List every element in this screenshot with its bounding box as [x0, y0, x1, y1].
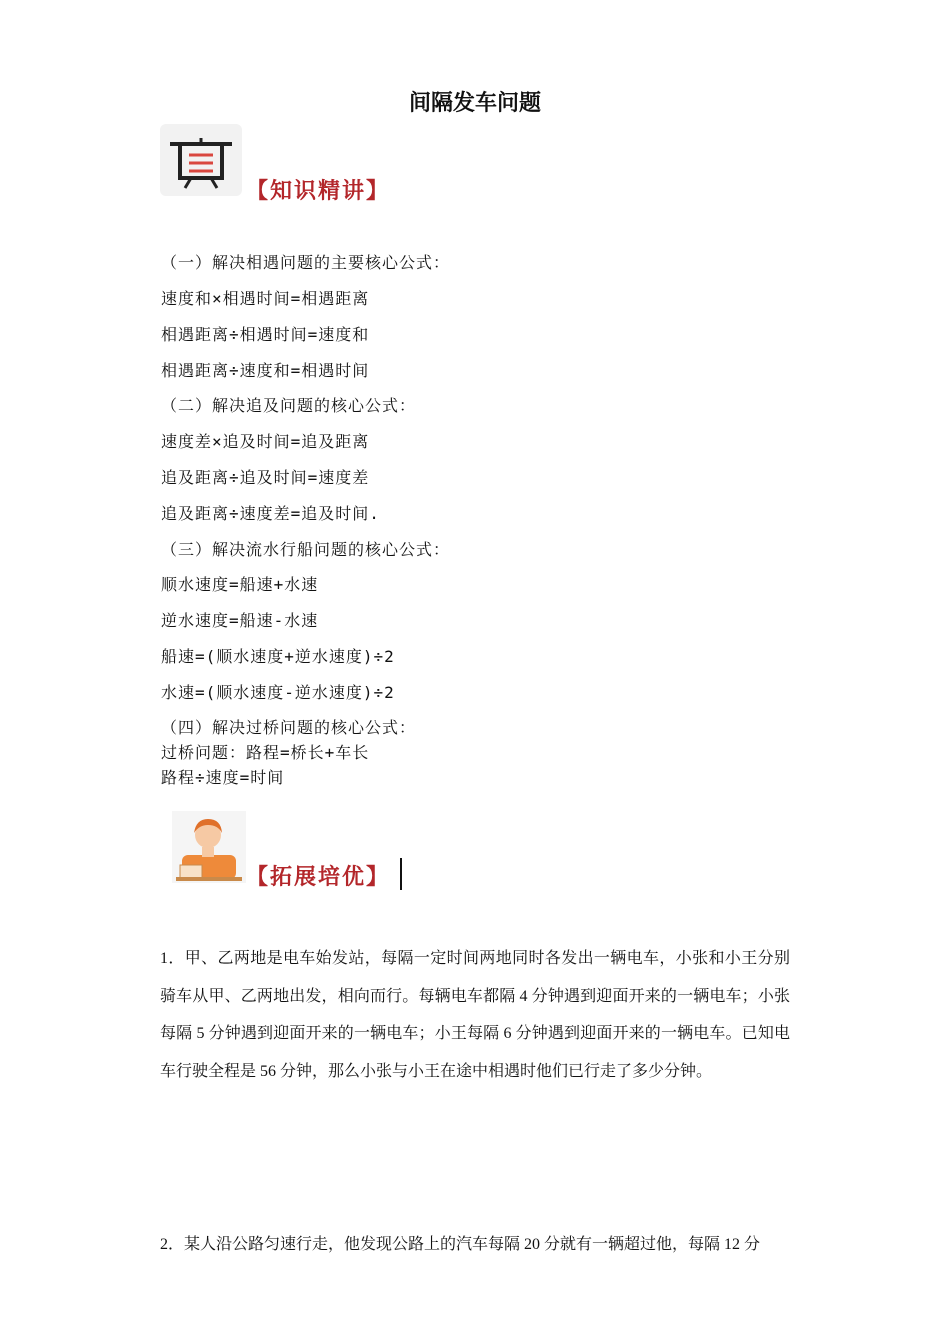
formula-line: 相遇距离÷相遇时间=速度和	[161, 325, 370, 344]
formula-line: 过桥问题：路程=桥长+车长	[161, 743, 370, 762]
formula-line: 船速=(顺水速度+逆水速度)÷2	[161, 647, 395, 666]
teacher-avatar-icon	[172, 811, 246, 883]
problem-2: 2．某人沿公路匀速行走，他发现公路上的汽车每隔 20 分就有一辆超过他，每隔 12 分	[160, 1236, 761, 1253]
section-heading-knowledge: 【知识精讲】	[246, 178, 391, 204]
formula-line: 速度差×追及时间=追及距离	[161, 432, 370, 451]
formula-line: （四）解决过桥问题的核心公式：	[161, 718, 417, 737]
text-cursor	[400, 858, 402, 890]
formula-line: 路程÷速度=时间	[161, 768, 285, 787]
formula-line: 顺水速度=船速+水速	[161, 575, 319, 594]
formula-line: （一）解决相遇问题的主要核心公式：	[161, 253, 451, 272]
formula-line: 追及距离÷速度差=追及时间.	[161, 504, 380, 523]
formula-line: 相遇距离÷速度和=相遇时间	[161, 361, 370, 380]
formula-line: （二）解决追及问题的核心公式：	[161, 396, 417, 415]
formula-line: 水速=(顺水速度-逆水速度)÷2	[161, 683, 395, 702]
page-title: 间隔发车问题	[408, 91, 541, 116]
section-heading-extension: 【拓展培优】	[246, 864, 391, 890]
presentation-board-icon	[160, 124, 242, 196]
formula-line: 逆水速度=船速-水速	[161, 611, 319, 630]
formula-line: 速度和×相遇时间=相遇距离	[161, 289, 370, 308]
formula-line: 追及距离÷追及时间=速度差	[161, 468, 370, 487]
formula-line: （三）解决流水行船问题的核心公式：	[161, 540, 451, 559]
problem-1: 1．甲、乙两地是电车始发站，每隔一定时间两地同时各发出一辆电车，小张和小王分别骑车从甲、乙两地出发，相向而行。每辆电车都隔 4 分钟遇到迎面开来的一辆电车；小张每隔 5 分钟遇到迎面开来的一辆电车；小王每隔 6 分钟遇到迎面开来的一辆电车。已知电车行驶全程是 56 分钟，那么小张与小王在途中相遇时他们已行走了多少分钟。	[160, 950, 790, 1080]
